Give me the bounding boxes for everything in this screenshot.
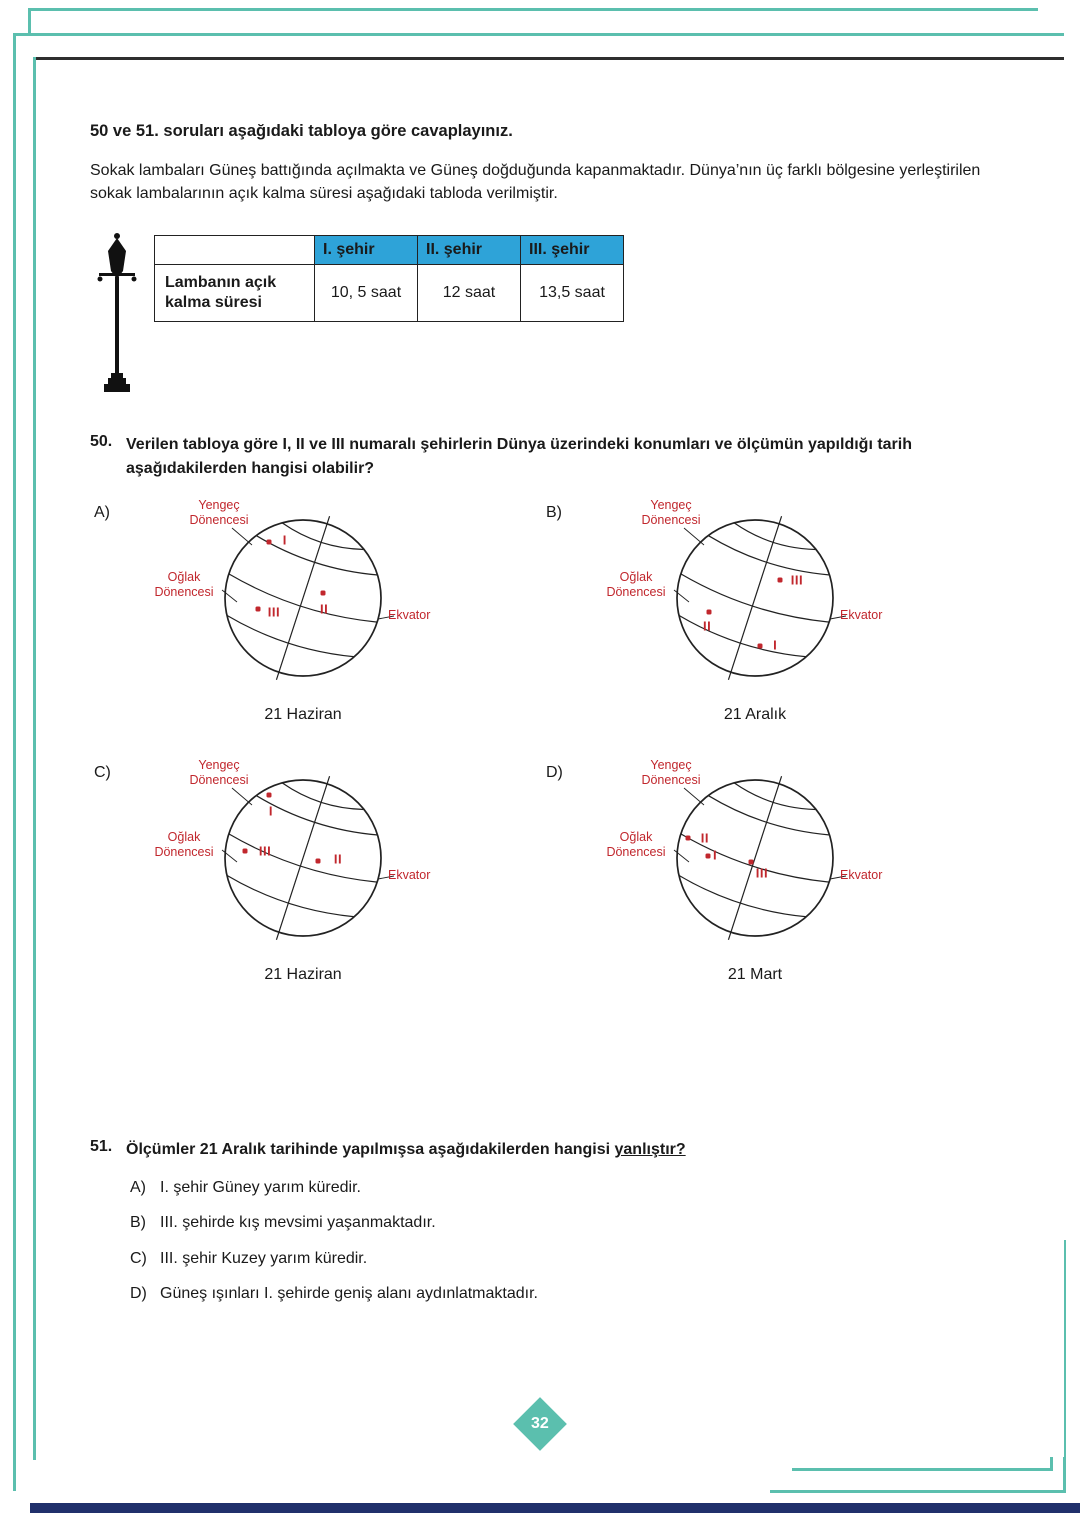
lamp-duration-table <box>154 235 624 322</box>
col-header-city-1: I. şehir <box>315 236 418 265</box>
q50-option-c <box>94 758 534 990</box>
lamp-table-block <box>94 231 1034 399</box>
equator-label: Ekvator <box>388 867 431 882</box>
question-51-block <box>90 1138 1034 1306</box>
globe-date-a: 21 Haziran <box>264 705 342 723</box>
col-header-city-3: III. şehir <box>521 236 624 265</box>
globe-date-b: 21 Aralık <box>723 705 787 723</box>
globe-diagram-d <box>590 758 920 958</box>
q51-option-d-letter: D) <box>130 1285 147 1303</box>
option-letter-d: D) <box>546 763 563 781</box>
q51-option-b <box>130 1212 1034 1234</box>
intro-paragraph: Sokak lambaları Güneş battığında açılmakta ve Güneş doğduğunda kapanmaktadır. Dünya’nın üç farklı bölgesine yerleştirilen sokak lambalarının açık kalma süresi aşağıdaki tabloda verilmiştir. <box>90 162 981 203</box>
frame-line-top-inner <box>13 33 1064 36</box>
q51-option-b-text: III. şehirde kış mevsimi yaşanmaktadır. <box>160 1214 436 1232</box>
row-label: Lambanın açık kalma süresi <box>155 265 315 322</box>
q51-option-c-text: III. şehir Kuzey yarım küredir. <box>160 1249 368 1267</box>
tropic-capricorn-label: Oğlak Dönencesi <box>154 829 214 860</box>
q51-option-c <box>130 1248 1034 1270</box>
equator-label: Ekvator <box>840 867 883 882</box>
tropic-capricorn-label: Oğlak Dönencesi <box>606 569 666 600</box>
city-points: II I III <box>590 758 920 958</box>
value-city-2: 12 saat <box>418 265 521 322</box>
option-letter-a: A) <box>94 503 110 521</box>
frame-line-top-outer <box>28 8 1038 11</box>
equator-label: Ekvator <box>840 607 883 622</box>
q50-option-d <box>546 758 986 990</box>
question-51-number: 51. <box>90 1137 113 1155</box>
q50-option-a <box>94 498 534 730</box>
q51-options <box>130 1177 1034 1306</box>
frame-line-left-outer <box>13 33 16 1491</box>
q51-option-d <box>130 1283 1034 1305</box>
frame-line-bottom-lower <box>770 1490 1066 1493</box>
globe-date-d: 21 Mart <box>727 965 783 983</box>
tropic-cancer-label: Yengeç Dönencesi <box>641 497 701 528</box>
globe-diagram-a <box>138 498 468 698</box>
option-letter-c: C) <box>94 763 111 781</box>
tropic-cancer-label: Yengeç Dönencesi <box>641 757 701 788</box>
city-points: I III II <box>138 758 468 958</box>
bottom-navy-bar <box>30 1503 1080 1513</box>
city-points: I III II <box>138 498 468 698</box>
q51-option-b-letter: B) <box>130 1214 146 1232</box>
value-city-1: 10, 5 saat <box>315 265 418 322</box>
globe-diagram-c <box>138 758 468 958</box>
question-51 <box>90 1138 1034 1161</box>
tropic-capricorn-label: Oğlak Dönencesi <box>154 569 214 600</box>
question-50-text: Verilen tabloya göre I, II ve III numaralı şehirlerin Dünya üzerindeki konumları ve ölçümün yapıldığı tarih aşağıdakilerden hangisi olabilir? <box>126 436 912 477</box>
question-50-number: 50. <box>90 433 113 451</box>
street-lamp-icon <box>94 231 140 399</box>
table-corner-cell <box>155 236 315 265</box>
content-area <box>36 57 1064 1457</box>
tropic-cancer-label: Yengeç Dönencesi <box>189 497 249 528</box>
q51-option-a-letter: A) <box>130 1178 146 1196</box>
option-letter-b: B) <box>546 503 562 521</box>
q51-option-c-letter: C) <box>130 1249 147 1267</box>
globe-date-c: 21 Haziran <box>264 965 342 983</box>
value-city-3: 13,5 saat <box>521 265 624 322</box>
col-header-city-2: II. şehir <box>418 236 521 265</box>
q51-option-d-text: Güneş ışınları I. şehirde geniş alanı aydınlatmaktadır. <box>160 1285 538 1303</box>
instruction-heading: 50 ve 51. soruları aşağıdaki tabloya göre cavaplayınız. <box>90 122 513 140</box>
tropic-capricorn-label: Oğlak Dönencesi <box>606 829 666 860</box>
question-51-underlined-word: yanlıştır? <box>614 1140 686 1158</box>
frame-line-bottom-upper <box>792 1468 1053 1471</box>
frame-corner-stub <box>28 8 31 36</box>
equator-label: Ekvator <box>388 607 431 622</box>
tropic-cancer-label: Yengeç Dönencesi <box>189 757 249 788</box>
city-points: III II I <box>703 572 804 653</box>
question-50 <box>90 433 1034 479</box>
question-51-text <box>126 1138 686 1161</box>
q50-options <box>94 498 1034 990</box>
q51-option-a <box>130 1177 1034 1199</box>
page-number: 32 <box>531 1414 549 1432</box>
globe-diagram-b <box>590 498 920 698</box>
q50-option-b <box>546 498 986 730</box>
q51-option-a-text: I. şehir Güney yarım küredir. <box>160 1178 361 1196</box>
question-51-text-main: Ölçümler 21 Aralık tarihinde yapılmışsa aşağıdakilerden hangisi <box>126 1140 615 1158</box>
